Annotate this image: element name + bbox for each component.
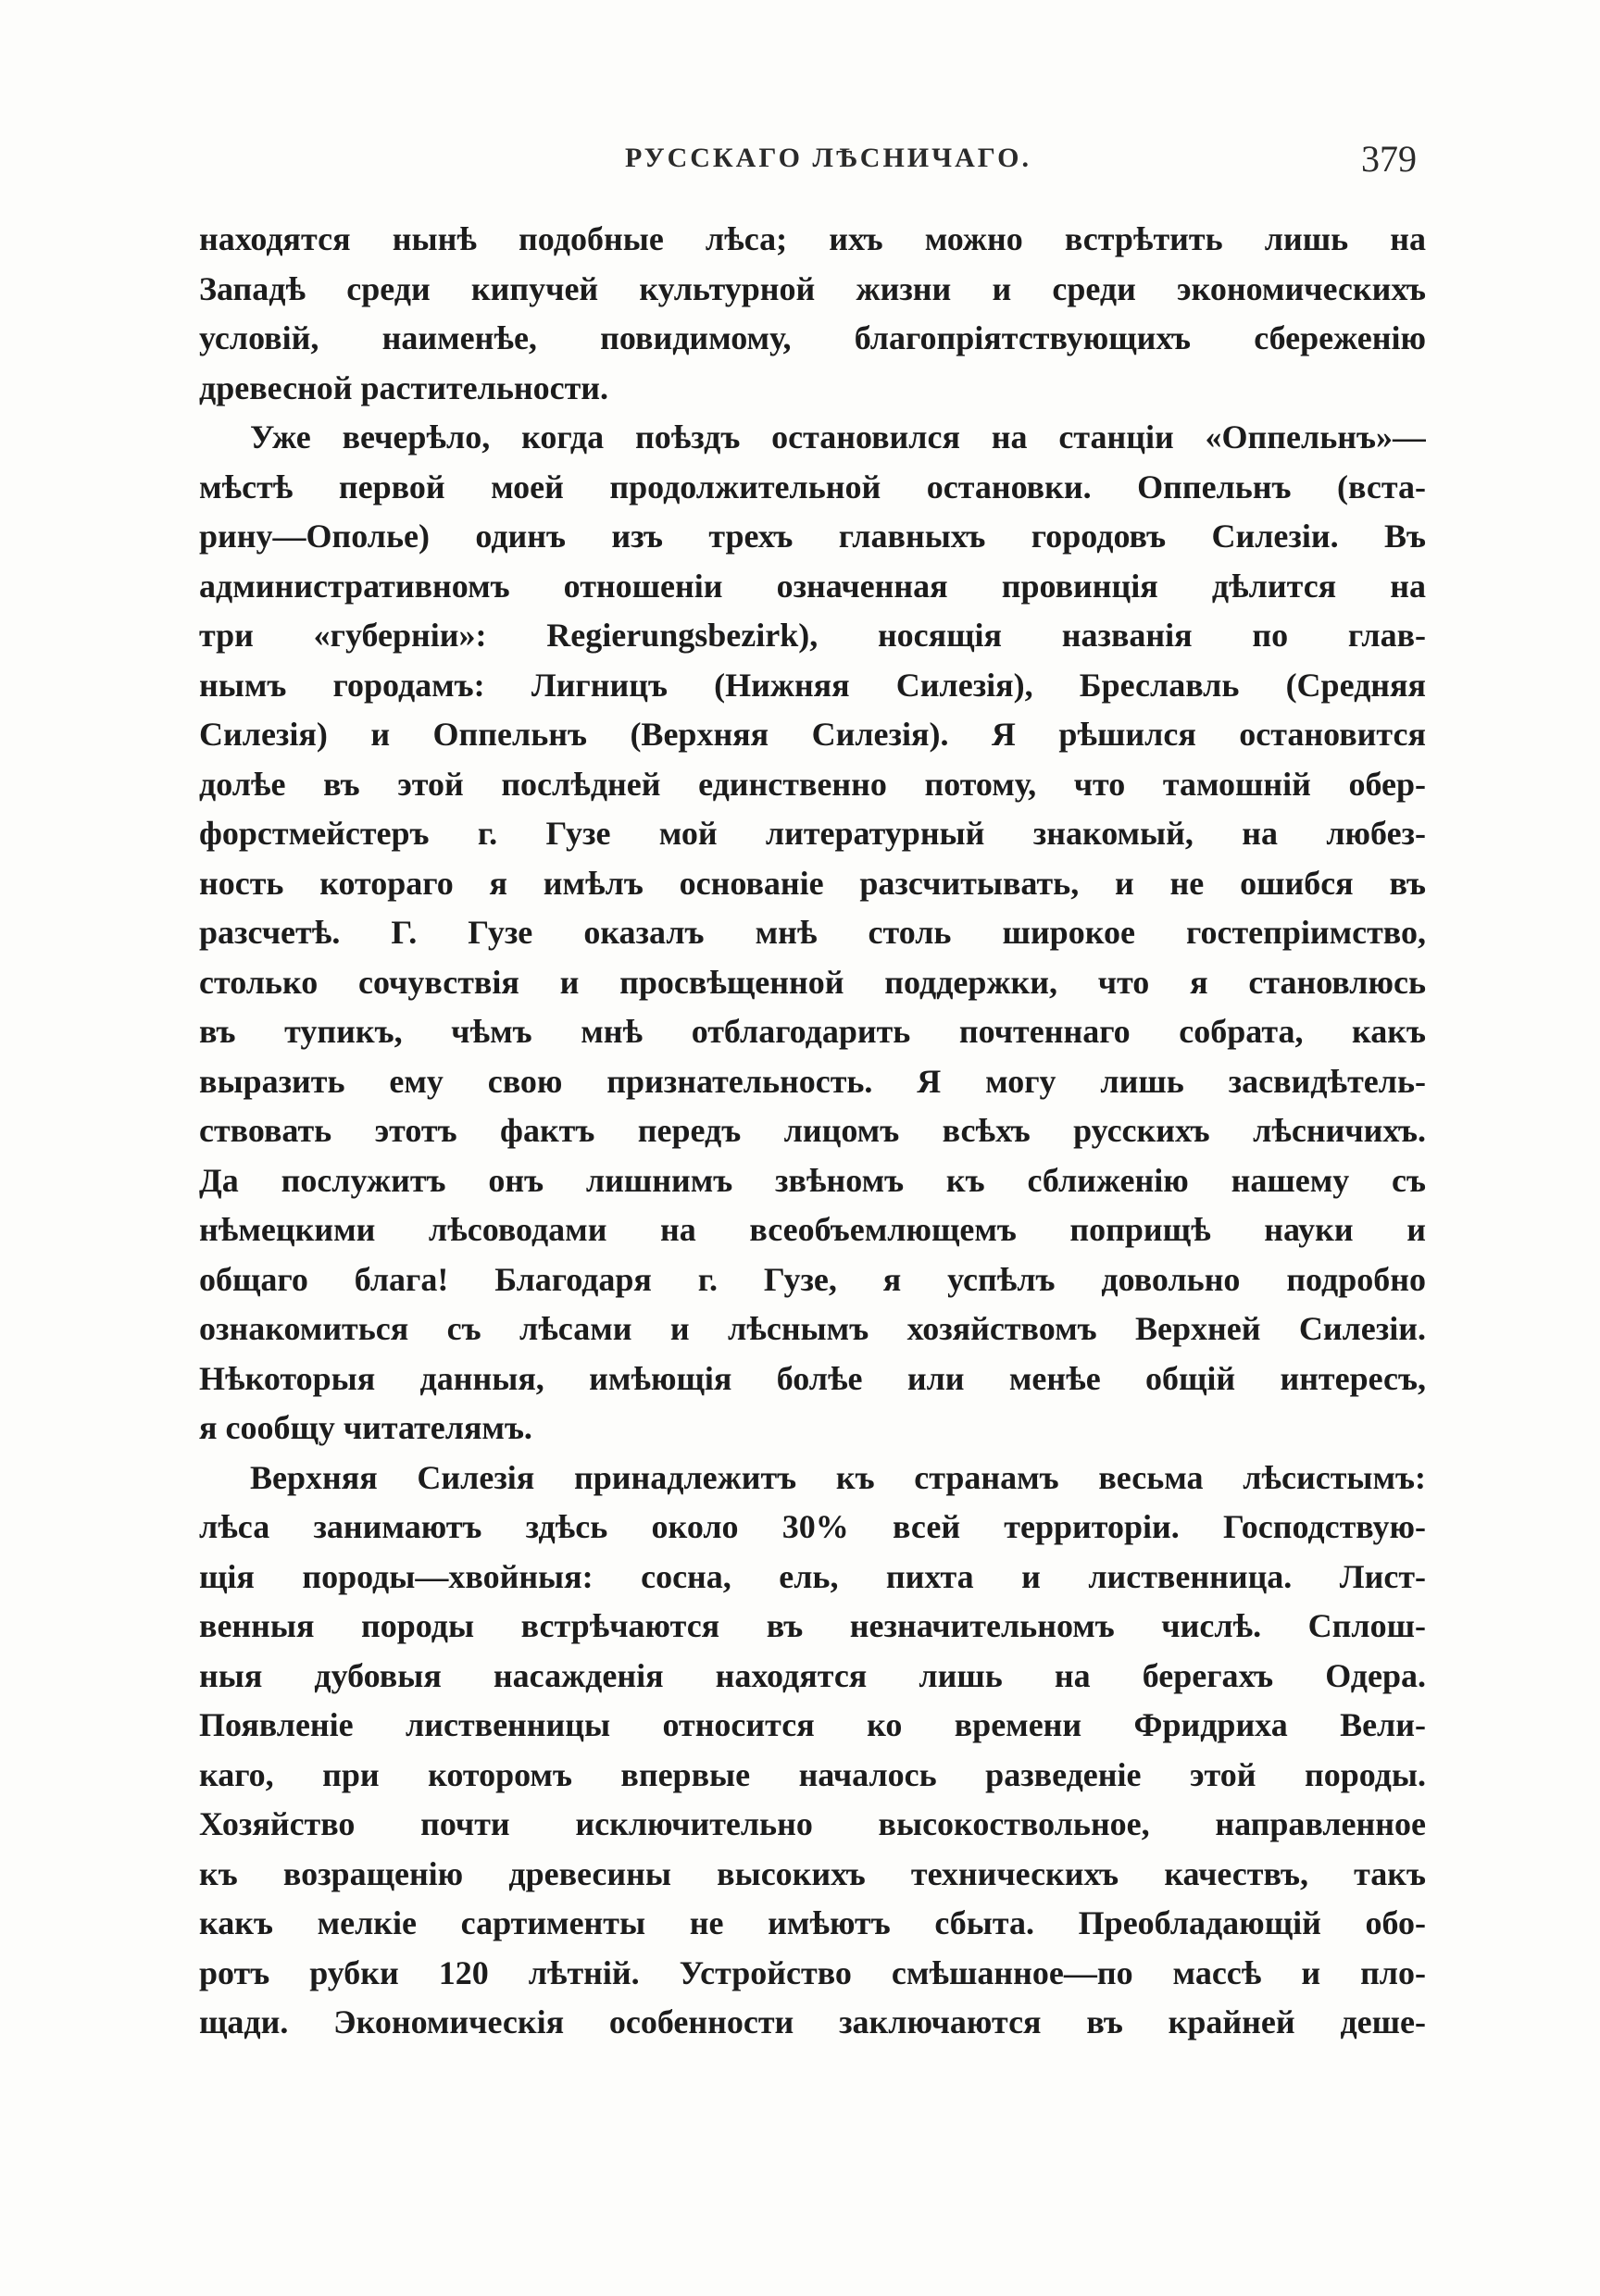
text-line: венныя породы встрѣчаются въ незначительномъ числѣ. Сплош- <box>199 1607 1426 1644</box>
paragraph-3 <box>199 1454 1426 2048</box>
text-line: я сообщу читателямъ. <box>199 1409 532 1446</box>
text-line: какъ мелкіе сартименты не имѣютъ сбыта. Преобладающій обо- <box>199 1904 1426 1941</box>
text-line: Западѣ среди кипучей культурной жизни и среди экономическихъ <box>199 269 1426 307</box>
body-text <box>199 215 1426 2048</box>
text-line: каго, при которомъ впервые началось разведеніе этой породы. <box>199 1755 1426 1793</box>
text-line: щія породы—хвойныя: сосна, ель, пихта и лиственница. Лист- <box>199 1557 1426 1595</box>
text-line: Верхняя Силезія принадлежитъ къ странамъ весьма лѣсистымъ: <box>250 1458 1426 1496</box>
text-line: лѣса занимаютъ здѣсь около 30% всей территоріи. Господствую- <box>199 1508 1426 1545</box>
text-line: форстмейстеръ г. Гузе мой литературный знакомый, на любез- <box>199 815 1426 852</box>
text-line: рину—Ополье) одинъ изъ трехъ главныхъ городовъ Силезіи. Въ <box>199 518 1426 555</box>
text-line: Уже вечерѣло, когда поѣздъ остановился на станціи «Оппельнъ»— <box>250 418 1426 455</box>
page-header <box>199 139 1426 185</box>
paragraph-1 <box>199 215 1426 413</box>
text-line: разсчетѣ. Г. Гузе оказалъ мнѣ столь широкое гостепріимство, <box>199 914 1426 951</box>
text-line: ность котораго я имѣлъ основаніе разсчитывать, и не ошибся въ <box>199 864 1426 902</box>
text-line: Появленіе лиственницы относится ко времени Фридриха Вели- <box>199 1706 1426 1743</box>
running-title: РУССКАГО ЛѢСНИЧАГО. <box>625 143 1031 173</box>
text-line: три «губерніи»: Regierungsbezirk), носящія названія по глав- <box>199 617 1426 654</box>
text-line: въ тупикъ, чѣмъ мнѣ отблагодарить почтеннаго собрата, какъ <box>199 1013 1426 1050</box>
text-line: административномъ отношеніи означенная провинція дѣлится на <box>199 567 1426 605</box>
text-line: выразить ему свою признательность. Я могу лишь засвидѣтель- <box>199 1062 1426 1100</box>
text-line: мѣстѣ первой моей продолжительной остановки. Оппельнъ (вста- <box>199 468 1426 505</box>
text-line: щади. Экономическія особенности заключаются въ крайней деше- <box>199 2003 1426 2040</box>
text-line: Силезія) и Оппельнъ (Верхняя Силезія). Я рѣшился остановится <box>199 716 1426 753</box>
text-line: Нѣкоторыя данныя, имѣющія болѣе или менѣе общій интересъ, <box>199 1359 1426 1397</box>
text-line: къ возращенію древесины высокихъ техническихъ качествъ, такъ <box>199 1854 1426 1892</box>
text-line: ознакомиться съ лѣсами и лѣснымъ хозяйствомъ Верхней Силезіи. <box>199 1310 1426 1347</box>
text-line: Хозяйство почти исключительно высокоствольное, направленное <box>199 1805 1426 1842</box>
text-line: общаго блага! Благодаря г. Гузе, я успѣлъ довольно подробно <box>199 1260 1426 1298</box>
text-line: ныя дубовыя насажденія находятся лишь на берегахъ Одера. <box>199 1656 1426 1694</box>
text-line: столько сочувствія и просвѣщенной поддержки, что я становлюсь <box>199 963 1426 1001</box>
text-line: условій, наименѣе, повидимому, благопріятствующихъ сбереженію <box>199 319 1426 356</box>
text-line: древесной растительности. <box>199 368 609 406</box>
text-line: ствовать этотъ фактъ передъ лицомъ всѣхъ русскихъ лѣсничихъ. <box>199 1112 1426 1149</box>
paragraph-2 <box>199 413 1426 1454</box>
text-line: долѣе въ этой послѣдней единственно потому, что тамошній обер- <box>199 765 1426 803</box>
text-line: нымъ городамъ: Лигницъ (Нижняя Силезія), Бреславль (Средняя <box>199 666 1426 704</box>
text-line: Да послужитъ онъ лишнимъ звѣномъ къ сближенію нашему съ <box>199 1161 1426 1199</box>
page-number: 379 <box>1361 138 1417 180</box>
text-line: ротъ рубки 120 лѣтній. Устройство смѣшанное—по массѣ и пло- <box>199 1953 1426 1991</box>
text-line: находятся нынѣ подобные лѣса; ихъ можно встрѣтить лишь на <box>199 220 1426 257</box>
text-line: нѣмецкими лѣсоводами на всеобъемлющемъ поприщѣ науки и <box>199 1211 1426 1248</box>
